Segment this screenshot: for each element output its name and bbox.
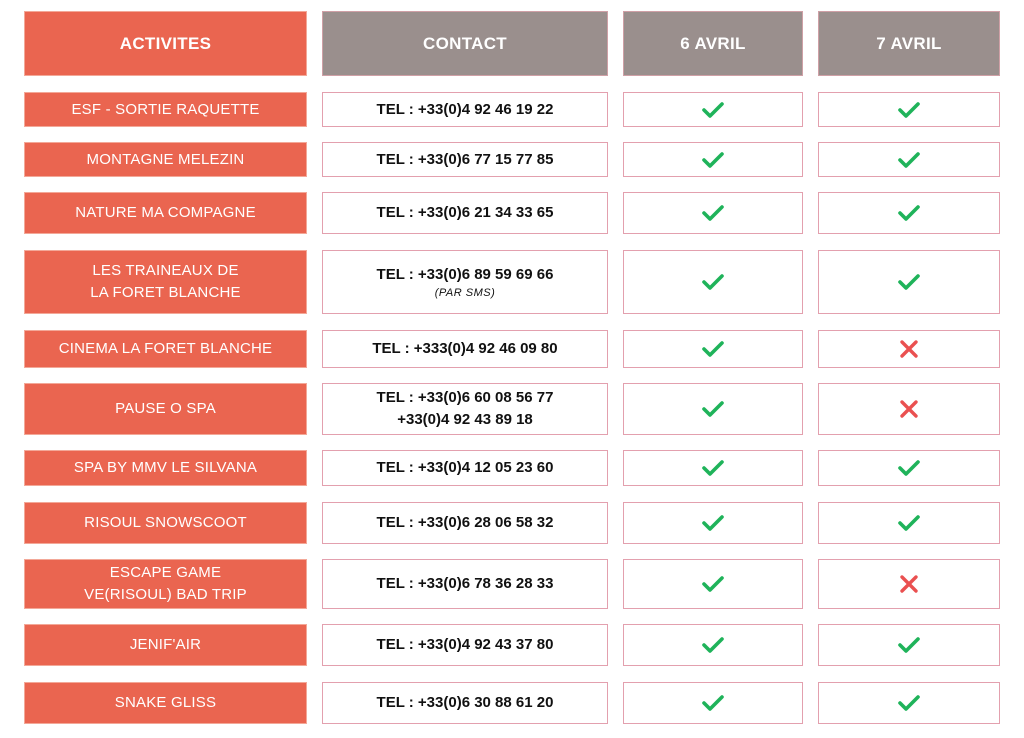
phone-number: TEL : +333(0)4 92 46 09 80 — [372, 340, 558, 357]
activity-cell — [24, 502, 307, 544]
check-icon — [897, 150, 921, 170]
contact-cell — [322, 624, 608, 666]
activity-label: SPA BY MMV LE SILVANA — [73, 459, 258, 476]
contact-cell — [322, 559, 608, 609]
cross-icon — [897, 399, 921, 419]
check-icon — [897, 635, 921, 655]
day1-cell — [623, 502, 803, 544]
activity-label: ESCAPE GAME — [109, 564, 222, 581]
check-icon — [701, 272, 725, 292]
header-contact — [322, 11, 608, 76]
header-activities-label: ACTIVITES — [119, 33, 212, 53]
activity-cell — [24, 250, 307, 314]
day2-cell — [818, 624, 1000, 666]
day1-cell — [623, 383, 803, 435]
activity-cell — [24, 450, 307, 486]
check-icon — [701, 100, 725, 120]
check-icon — [897, 203, 921, 223]
check-icon — [701, 513, 725, 533]
check-icon — [897, 100, 921, 120]
contact-cell — [322, 502, 608, 544]
phone-number: TEL : +33(0)6 77 15 77 85 — [376, 150, 554, 168]
activity-cell — [24, 192, 307, 234]
day2-cell — [818, 250, 1000, 314]
day2-cell — [818, 383, 1000, 435]
contact-cell — [322, 450, 608, 486]
phone-number: TEL : +33(0)6 21 34 33 65 — [376, 204, 554, 221]
phone-number: TEL : +33(0)4 12 05 23 60 — [376, 459, 554, 476]
header-contact-label: CONTACT — [423, 33, 507, 53]
check-icon — [701, 574, 725, 594]
activity-cell — [24, 330, 307, 368]
check-icon — [897, 458, 921, 478]
contact-cell — [322, 92, 608, 127]
day1-cell — [623, 92, 803, 127]
check-icon — [897, 513, 921, 533]
day1-cell — [623, 192, 803, 234]
contact-cell — [322, 682, 608, 724]
activity-label: VE(RISOUL) BAD TRIP — [84, 586, 247, 603]
activity-cell — [24, 142, 307, 177]
header-day2 — [818, 11, 1000, 76]
phone-number: +33(0)4 92 43 89 18 — [397, 411, 533, 428]
contact-cell — [322, 192, 608, 234]
contact-note: (PAR SMS) — [434, 287, 496, 299]
activity-label: ESF - SORTIE RAQUETTE — [71, 100, 260, 118]
activity-label: LA FORET BLANCHE — [90, 284, 241, 301]
day1-cell — [623, 250, 803, 314]
activity-label: RISOUL SNOWSCOOT — [84, 514, 247, 531]
check-icon — [701, 693, 725, 713]
activity-cell — [24, 383, 307, 435]
day1-cell — [623, 624, 803, 666]
activity-cell — [24, 559, 307, 609]
day1-cell — [623, 682, 803, 724]
check-icon — [701, 458, 725, 478]
header-activities — [24, 11, 307, 76]
check-icon — [701, 339, 725, 359]
day2-cell — [818, 142, 1000, 177]
phone-number: TEL : +33(0)6 78 36 28 33 — [376, 575, 554, 592]
header-day2-label: 7 AVRIL — [876, 33, 942, 53]
activity-label: PAUSE O SPA — [115, 400, 216, 417]
activity-label: JENIF'AIR — [129, 636, 202, 653]
check-icon — [701, 203, 725, 223]
activity-label: SNAKE GLISS — [114, 694, 217, 711]
activity-label: MONTAGNE MELEZIN — [86, 150, 245, 168]
phone-number: TEL : +33(0)4 92 46 19 22 — [376, 100, 554, 118]
check-icon — [701, 399, 725, 419]
contact-cell — [322, 383, 608, 435]
contact-cell — [322, 330, 608, 368]
check-icon — [897, 272, 921, 292]
day2-cell — [818, 559, 1000, 609]
day2-cell — [818, 330, 1000, 368]
day2-cell — [818, 92, 1000, 127]
day2-cell — [818, 192, 1000, 234]
day2-cell — [818, 682, 1000, 724]
phone-number: TEL : +33(0)4 92 43 37 80 — [376, 636, 554, 653]
day1-cell — [623, 450, 803, 486]
phone-number: TEL : +33(0)6 30 88 61 20 — [376, 694, 554, 711]
header-day1 — [623, 11, 803, 76]
phone-number: TEL : +33(0)6 89 59 69 66 — [376, 266, 554, 283]
day1-cell — [623, 559, 803, 609]
day2-cell — [818, 502, 1000, 544]
activity-label: NATURE MA COMPAGNE — [75, 204, 256, 221]
cross-icon — [897, 339, 921, 359]
activity-cell — [24, 92, 307, 127]
activity-cell — [24, 624, 307, 666]
check-icon — [701, 635, 725, 655]
activity-label: LES TRAINEAUX DE — [92, 262, 239, 279]
contact-cell — [322, 142, 608, 177]
day1-cell — [623, 142, 803, 177]
phone-number: TEL : +33(0)6 60 08 56 77 — [376, 389, 554, 406]
activity-label: CINEMA LA FORET BLANCHE — [58, 340, 273, 357]
activity-cell — [24, 682, 307, 724]
day2-cell — [818, 450, 1000, 486]
phone-number: TEL : +33(0)6 28 06 58 32 — [376, 514, 554, 531]
day1-cell — [623, 330, 803, 368]
header-day1-label: 6 AVRIL — [680, 33, 746, 53]
cross-icon — [897, 574, 921, 594]
contact-cell — [322, 250, 608, 314]
check-icon — [897, 693, 921, 713]
check-icon — [701, 150, 725, 170]
